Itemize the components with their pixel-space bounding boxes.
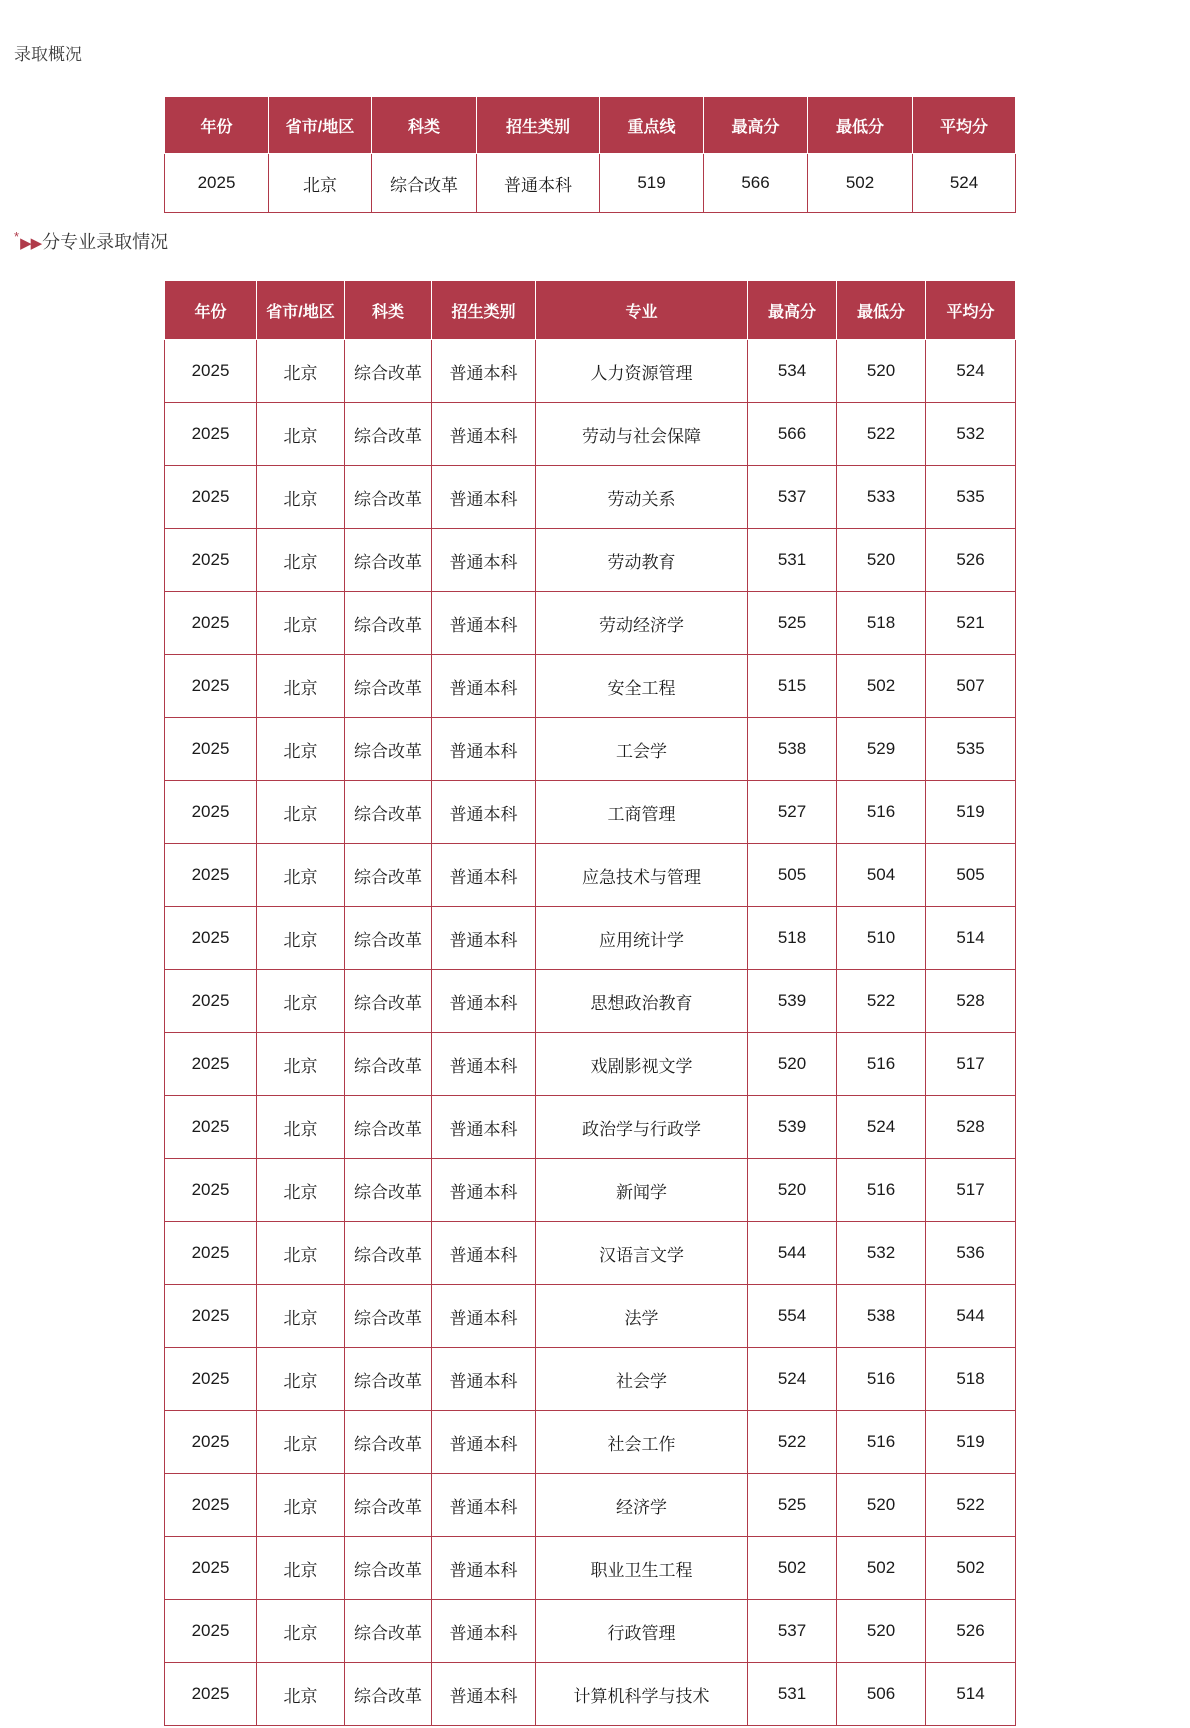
table-cell: 北京 [257,592,345,655]
table-cell: 520 [837,1474,926,1537]
table-cell: 520 [748,1159,837,1222]
table-cell: 535 [926,718,1016,781]
table-cell: 劳动教育 [536,529,748,592]
table-cell: 2025 [165,1033,257,1096]
table-cell: 综合改革 [345,466,432,529]
column-header: 省市/地区 [269,97,372,154]
major-table-body [165,340,1016,1726]
table-cell: 522 [837,970,926,1033]
asterisk-marker: * [14,229,20,244]
table-cell: 普通本科 [432,1096,536,1159]
table-cell: 北京 [257,718,345,781]
table-cell: 524 [748,1348,837,1411]
table-cell: 2025 [165,403,257,466]
table-cell: 505 [748,844,837,907]
table-cell: 2025 [165,655,257,718]
table-cell: 综合改革 [345,1096,432,1159]
table-row [165,403,1016,466]
table-cell: 普通本科 [432,1348,536,1411]
admissions-page [0,45,1190,1728]
table-cell: 510 [837,907,926,970]
table-cell: 536 [926,1222,1016,1285]
table-cell: 职业卫生工程 [536,1537,748,1600]
table-cell: 502 [748,1537,837,1600]
column-header: 平均分 [913,97,1016,154]
table-cell: 539 [748,970,837,1033]
table-cell: 2025 [165,1663,257,1726]
table-cell: 2025 [165,529,257,592]
major-header-row [165,281,1016,340]
table-row [165,466,1016,529]
table-cell: 北京 [257,1474,345,1537]
table-cell: 普通本科 [432,403,536,466]
table-cell: 2025 [165,1537,257,1600]
table-row [165,592,1016,655]
table-cell: 2025 [165,1411,257,1474]
table-cell: 538 [748,718,837,781]
table-cell: 502 [837,655,926,718]
overview-header-row [165,97,1016,154]
table-row [165,529,1016,592]
table-cell: 522 [837,403,926,466]
table-cell: 519 [926,781,1016,844]
table-cell: 北京 [257,1033,345,1096]
table-cell: 516 [837,1411,926,1474]
table-row [165,154,1016,213]
table-cell: 522 [748,1411,837,1474]
table-cell: 2025 [165,1159,257,1222]
table-row [165,655,1016,718]
table-cell: 普通本科 [432,466,536,529]
table-cell: 524 [926,340,1016,403]
table-cell: 531 [748,529,837,592]
column-header: 最低分 [837,281,926,340]
table-cell: 2025 [165,970,257,1033]
table-row [165,1222,1016,1285]
table-cell: 520 [837,529,926,592]
table-row [165,907,1016,970]
table-cell: 北京 [257,1348,345,1411]
table-cell: 2025 [165,907,257,970]
table-cell: 544 [926,1285,1016,1348]
table-cell: 516 [837,1348,926,1411]
column-header: 平均分 [926,281,1016,340]
table-cell: 535 [926,466,1016,529]
double-arrow-icon: ▶▶ [20,235,42,252]
table-cell: 劳动与社会保障 [536,403,748,466]
table-cell: 2025 [165,718,257,781]
table-cell: 普通本科 [477,154,600,213]
table-cell: 经济学 [536,1474,748,1537]
table-cell: 普通本科 [432,655,536,718]
table-row [165,1348,1016,1411]
table-cell: 汉语言文学 [536,1222,748,1285]
table-cell: 综合改革 [345,1033,432,1096]
table-cell: 516 [837,1159,926,1222]
table-cell: 518 [748,907,837,970]
table-row [165,1411,1016,1474]
table-cell: 北京 [257,1663,345,1726]
table-cell: 综合改革 [345,1663,432,1726]
table-cell: 普通本科 [432,592,536,655]
column-header: 招生类别 [432,281,536,340]
page-title: 录取概况 [14,45,82,64]
table-cell: 北京 [257,1159,345,1222]
table-cell: 524 [837,1096,926,1159]
table-cell: 综合改革 [345,1348,432,1411]
table-cell: 2025 [165,781,257,844]
table-cell: 517 [926,1159,1016,1222]
table-row [165,970,1016,1033]
table-cell: 527 [748,781,837,844]
table-cell: 社会学 [536,1348,748,1411]
column-header: 招生类别 [477,97,600,154]
table-row [165,1285,1016,1348]
table-cell: 520 [837,340,926,403]
table-cell: 531 [748,1663,837,1726]
table-cell: 533 [837,466,926,529]
table-cell: 综合改革 [345,718,432,781]
table-cell: 522 [926,1474,1016,1537]
table-cell: 520 [748,1033,837,1096]
table-cell: 566 [748,403,837,466]
table-cell: 普通本科 [432,1159,536,1222]
section-title [14,226,1190,255]
table-cell: 普通本科 [432,1474,536,1537]
table-cell: 537 [748,1600,837,1663]
table-cell: 综合改革 [345,1159,432,1222]
table-cell: 北京 [257,466,345,529]
table-cell: 北京 [257,1537,345,1600]
overview-table [164,96,1016,213]
column-header: 省市/地区 [257,281,345,340]
table-cell: 516 [837,1033,926,1096]
table-cell: 综合改革 [345,655,432,718]
table-cell: 行政管理 [536,1600,748,1663]
table-cell: 戏剧影视文学 [536,1033,748,1096]
table-cell: 普通本科 [432,1285,536,1348]
table-cell: 综合改革 [345,970,432,1033]
table-cell: 综合改革 [345,592,432,655]
table-cell: 法学 [536,1285,748,1348]
table-row [165,1537,1016,1600]
table-cell: 工商管理 [536,781,748,844]
column-header: 科类 [372,97,477,154]
table-cell: 554 [748,1285,837,1348]
section-title-text: 分专业录取情况 [42,232,169,252]
table-row [165,844,1016,907]
table-cell: 544 [748,1222,837,1285]
table-cell: 普通本科 [432,970,536,1033]
table-cell: 538 [837,1285,926,1348]
table-cell: 529 [837,718,926,781]
table-cell: 515 [748,655,837,718]
table-cell: 综合改革 [345,403,432,466]
table-cell: 520 [837,1600,926,1663]
table-cell: 新闻学 [536,1159,748,1222]
table-cell: 政治学与行政学 [536,1096,748,1159]
table-cell: 2025 [165,340,257,403]
table-cell: 526 [926,529,1016,592]
table-cell: 507 [926,655,1016,718]
table-cell: 528 [926,1096,1016,1159]
table-cell: 应急技术与管理 [536,844,748,907]
table-cell: 532 [837,1222,926,1285]
table-cell: 普通本科 [432,1537,536,1600]
table-cell: 综合改革 [345,1285,432,1348]
table-cell: 2025 [165,1348,257,1411]
table-cell: 劳动关系 [536,466,748,529]
overview-table-body [165,154,1016,213]
table-cell: 502 [926,1537,1016,1600]
table-cell: 北京 [257,340,345,403]
table-cell: 综合改革 [345,1222,432,1285]
table-cell: 普通本科 [432,781,536,844]
table-cell: 519 [926,1411,1016,1474]
table-cell: 普通本科 [432,340,536,403]
table-cell: 应用统计学 [536,907,748,970]
table-cell: 516 [837,781,926,844]
table-cell: 北京 [257,970,345,1033]
table-cell: 北京 [257,1600,345,1663]
table-cell: 517 [926,1033,1016,1096]
table-cell: 2025 [165,1285,257,1348]
table-cell: 北京 [269,154,372,213]
table-cell: 综合改革 [345,1537,432,1600]
table-cell: 2025 [165,154,269,213]
table-cell: 安全工程 [536,655,748,718]
table-cell: 2025 [165,1222,257,1285]
table-cell: 思想政治教育 [536,970,748,1033]
table-cell: 综合改革 [345,907,432,970]
column-header: 科类 [345,281,432,340]
table-cell: 综合改革 [345,1411,432,1474]
table-cell: 2025 [165,1096,257,1159]
table-cell: 普通本科 [432,907,536,970]
table-cell: 北京 [257,655,345,718]
table-cell: 北京 [257,844,345,907]
table-cell: 普通本科 [432,1222,536,1285]
table-cell: 504 [837,844,926,907]
table-row [165,1600,1016,1663]
table-cell: 537 [748,466,837,529]
table-cell: 劳动经济学 [536,592,748,655]
table-row [165,1663,1016,1726]
table-cell: 工会学 [536,718,748,781]
table-cell: 综合改革 [345,844,432,907]
table-cell: 综合改革 [345,781,432,844]
table-cell: 2025 [165,1474,257,1537]
table-row [165,1033,1016,1096]
table-cell: 528 [926,970,1016,1033]
column-header: 年份 [165,97,269,154]
table-cell: 2025 [165,1600,257,1663]
table-cell: 532 [926,403,1016,466]
major-scores-table [164,280,1016,1726]
table-cell: 综合改革 [372,154,477,213]
table-row [165,1474,1016,1537]
table-cell: 525 [748,592,837,655]
table-cell: 519 [600,154,704,213]
table-cell: 普通本科 [432,718,536,781]
table-cell: 521 [926,592,1016,655]
table-cell: 518 [926,1348,1016,1411]
table-cell: 普通本科 [432,1411,536,1474]
table-row [165,718,1016,781]
table-cell: 综合改革 [345,529,432,592]
table-row [165,781,1016,844]
table-row [165,1096,1016,1159]
column-header: 重点线 [600,97,704,154]
table-cell: 北京 [257,1411,345,1474]
table-cell: 2025 [165,466,257,529]
table-cell: 北京 [257,781,345,844]
table-cell: 普通本科 [432,529,536,592]
column-header: 专业 [536,281,748,340]
table-cell: 北京 [257,1222,345,1285]
table-cell: 北京 [257,907,345,970]
table-row [165,1159,1016,1222]
table-cell: 514 [926,907,1016,970]
table-cell: 北京 [257,403,345,466]
table-cell: 502 [808,154,913,213]
table-cell: 526 [926,1600,1016,1663]
table-cell: 普通本科 [432,1033,536,1096]
table-cell: 505 [926,844,1016,907]
table-cell: 普通本科 [432,844,536,907]
column-header: 最高分 [748,281,837,340]
table-cell: 566 [704,154,808,213]
table-cell: 525 [748,1474,837,1537]
table-cell: 普通本科 [432,1663,536,1726]
column-header: 年份 [165,281,257,340]
table-cell: 539 [748,1096,837,1159]
table-cell: 综合改革 [345,1600,432,1663]
table-cell: 人力资源管理 [536,340,748,403]
table-cell: 524 [913,154,1016,213]
table-cell: 514 [926,1663,1016,1726]
table-cell: 综合改革 [345,340,432,403]
table-row [165,340,1016,403]
table-cell: 2025 [165,592,257,655]
table-cell: 计算机科学与技术 [536,1663,748,1726]
table-cell: 普通本科 [432,1600,536,1663]
table-cell: 2025 [165,844,257,907]
table-cell: 534 [748,340,837,403]
table-cell: 北京 [257,529,345,592]
table-cell: 北京 [257,1096,345,1159]
table-cell: 502 [837,1537,926,1600]
column-header: 最低分 [808,97,913,154]
table-cell: 518 [837,592,926,655]
table-cell: 北京 [257,1285,345,1348]
table-cell: 综合改革 [345,1474,432,1537]
column-header: 最高分 [704,97,808,154]
table-cell: 506 [837,1663,926,1726]
table-cell: 社会工作 [536,1411,748,1474]
